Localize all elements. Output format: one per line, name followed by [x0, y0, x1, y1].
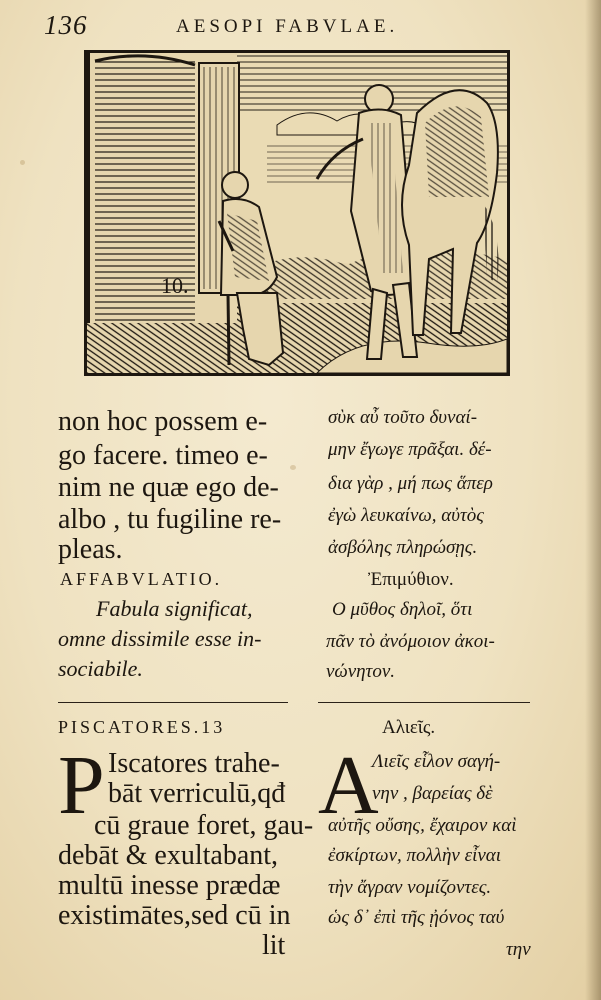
- running-head: AESOPI FABVLAE.: [176, 16, 399, 37]
- latin-moral-line: Fabula significat,: [96, 596, 253, 621]
- latin-moral-line: omne dissimile esse in-: [58, 626, 262, 651]
- latin-next-fable-line: bāt verriculū,qđ: [108, 778, 286, 809]
- greek-catchword: την: [506, 939, 531, 960]
- latin-catchword: lit: [262, 930, 286, 961]
- greek-next-fable-line: ἐσκίρτων, πολλὴν εἶναι: [328, 845, 502, 866]
- latin-next-fable-line: cū graue foret, gau-: [94, 810, 314, 841]
- latin-fable-line: nim ne quæ ego de-: [58, 472, 279, 503]
- latin-next-fable-line: existimātes,sed cū in: [58, 900, 291, 931]
- greek-next-fable-line: αὐτῆς οὔσης, ἔχαιρον καὶ: [328, 815, 517, 836]
- latin-next-fable-heading: PISCATORES.13: [58, 717, 226, 737]
- greek-next-fable-line: νην , βαρείας δὲ: [372, 783, 493, 804]
- greek-fable-line: ἐγὼ λευκαίνω, αὐτὸς: [328, 505, 484, 526]
- latin-fable-line: albo , tu fugiline re-: [58, 504, 282, 535]
- latin-moral-line: sociabile.: [58, 656, 143, 681]
- latin-fable-line: go facere. timeo e-: [58, 440, 268, 471]
- latin-next-fable-line: multū inesse prædæ: [58, 870, 281, 901]
- greek-moral-line: Ο μῦθος δηλοῖ, ὅτι: [332, 599, 473, 620]
- greek-column: [318, 0, 550, 1000]
- greek-fable-line: σὺκ αὖ τοῦτο δυναί-: [328, 407, 478, 428]
- greek-moral-line: νώνητον.: [326, 661, 396, 682]
- greek-fable-line: ἀσβόλης πληρώσῃς.: [328, 537, 478, 558]
- greek-next-fable-heading: Αλιεῖς.: [382, 717, 436, 738]
- greek-next-fable-line: ὡς δ᾽ ἐπὶ τῆς ᾐόνος ταύ: [328, 907, 505, 928]
- latin-next-fable-line: Iscatores trahe-: [108, 748, 280, 779]
- latin-fable-line: non hoc possem e-: [58, 406, 268, 437]
- foxing-spot: [20, 160, 25, 165]
- greek-next-fable-line: τὴν ἄγραν νομίζοντες.: [328, 877, 492, 898]
- plate-mark: 10.: [161, 273, 189, 298]
- greek-fable-line: μην ἔγωγε πρᾶξαι. δέ-: [328, 439, 492, 460]
- greek-drop-cap: A: [318, 739, 379, 832]
- greek-moral-line: πᾶν τὸ ἀνόμοιον ἀκοι-: [326, 631, 495, 652]
- greek-moral-heading: Ἐπιμύθιον.: [368, 569, 454, 590]
- latin-next-fable-line: debāt & exultabant,: [58, 840, 279, 871]
- latin-drop-cap: P: [58, 739, 105, 832]
- greek-next-fable-line: Λιεῖς εἷλον σαγή-: [372, 751, 501, 772]
- latin-fable-line: pleas.: [58, 534, 123, 565]
- section-divider: [318, 702, 530, 703]
- page-gutter-shadow: [585, 0, 601, 1000]
- greek-fable-line: δια γὰρ , μή πως ἅπερ: [328, 473, 493, 494]
- section-divider: [58, 702, 288, 703]
- page-number: 136: [44, 10, 88, 40]
- latin-moral-heading: AFFABVLATIO.: [60, 569, 223, 589]
- latin-column: [58, 0, 314, 1000]
